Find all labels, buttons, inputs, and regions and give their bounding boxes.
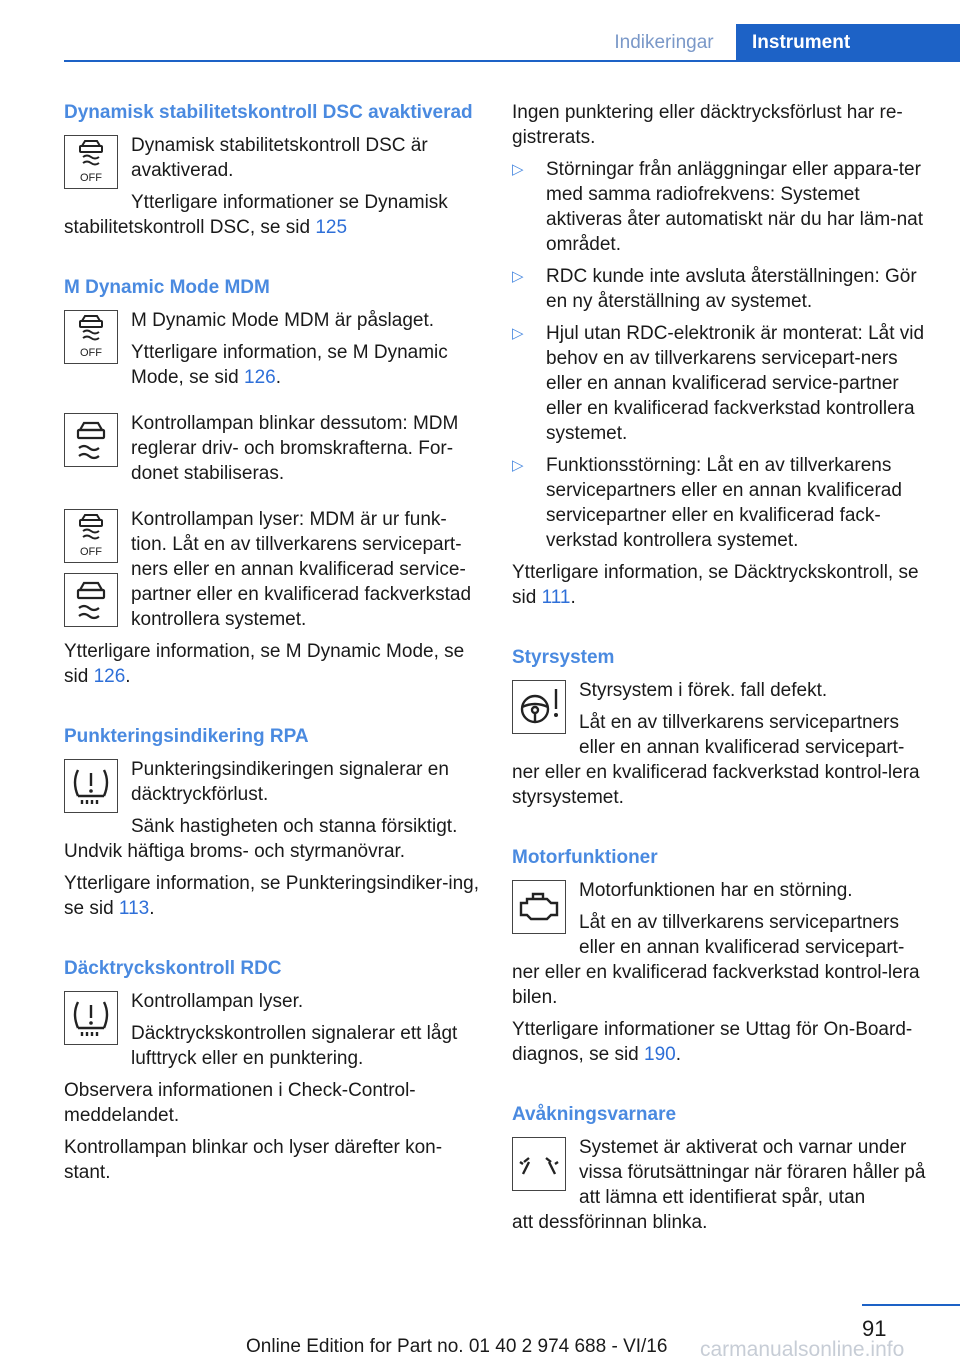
rdc-no-puncture: Ingen punktering eller däcktrycksförlust har re-gistrerats. bbox=[512, 102, 903, 148]
mdm-page-link-2[interactable]: 126 bbox=[93, 666, 126, 687]
rpa-p2: Undvik häftiga broms- och styrmanövrar. bbox=[64, 841, 406, 862]
left-column bbox=[64, 100, 480, 1192]
engine-page-link[interactable]: 190 bbox=[644, 1044, 676, 1065]
mdm-icon-2 bbox=[64, 573, 118, 627]
tire-pressure-icon bbox=[64, 759, 118, 813]
wake-p1a: Systemet är aktiverat och varnar under vissa förutsättningar när föraren håller på att lämna ett identifierat spår, utan bbox=[579, 1137, 926, 1208]
rpa-heading: Punkteringsindikering RPA bbox=[64, 726, 309, 747]
rpa-block bbox=[64, 757, 480, 839]
dsc-block bbox=[64, 133, 480, 191]
rdc-p2: Däcktryckskontrollen signalerar ett lågt lufttryck eller en punktering. bbox=[131, 1023, 458, 1069]
lane-departure-icon bbox=[512, 1137, 566, 1191]
list-item: ▷ Funktionsstörning: Låt en av tillverkarens servicepartners eller en annan kvalificerad servicepartner eller en kvalificerad fack-verkstad kontrollera systemet. bbox=[512, 455, 902, 551]
mdm-block-1 bbox=[64, 308, 480, 390]
mdm-p5-text: Ytterligare information, se M Dynamic Mode, se sid bbox=[64, 641, 465, 687]
mdm-block-3 bbox=[64, 507, 480, 632]
mdm-p3: Kontrollampan blinkar dessutom: MDM reglerar driv- och bromskrafterna. For-donet stabiliseras. bbox=[131, 413, 459, 484]
rpa-p1: Punkteringsindikeringen signalerar en däcktryckförlust. bbox=[131, 759, 449, 805]
dsc-page-link[interactable]: 125 bbox=[315, 217, 348, 238]
footer-edition: Online Edition for Part no. 01 40 2 974 688 - VI/16 bbox=[246, 1336, 668, 1357]
dsc-p1: Dynamisk stabilitetskontroll DSC är avaktiverad. bbox=[131, 135, 428, 181]
mdm-p4: Kontrollampan lyser: MDM är ur funk-tion. Låt en av tillverkarens servicepart-ners eller en annan kvalificerad service-partner eller en kvalificerad fackverkstad kontrollera systemet. bbox=[131, 509, 472, 630]
rdc-heading: Däcktryckskontroll RDC bbox=[64, 958, 282, 979]
mdm-off-icon-2 bbox=[64, 509, 118, 563]
steer-p2a: Låt en av tillverkarens servicepartners eller en annan kvalificerad servicepart- bbox=[579, 712, 905, 758]
header-tab-instrument[interactable]: Instrument bbox=[736, 24, 960, 62]
list-item: ▷ RDC kunde inte avsluta återställningen: Gör en ny återställning av systemet. bbox=[512, 266, 917, 312]
rdc-p4: Kontrollampan blinkar och lyser därefter kon-stant. bbox=[64, 1137, 443, 1183]
svg-text:OFF: OFF bbox=[80, 546, 102, 558]
engine-p3-text: Ytterligare informationer se Uttag för On-Board-diagnos, se sid bbox=[512, 1019, 913, 1065]
engine-p1: Motorfunktionen har en störning. bbox=[579, 880, 853, 901]
engine-p3: Ytterligare informationer se Uttag för On-Board-diagnos, se sid 190. bbox=[512, 1019, 913, 1065]
mdm-icon bbox=[64, 413, 118, 467]
rpa-p3: Ytterligare information, se Punkteringsindiker-ing, se sid 113. bbox=[64, 873, 480, 919]
rdc-page-link[interactable]: 111 bbox=[541, 587, 571, 608]
dsc-heading: Dynamisk stabilitetskontroll DSC avaktiverad bbox=[64, 102, 473, 123]
list-item: ▷ Störningar från anläggningar eller appara-ter med samma radiofrekvens: Systemet aktiveras åter automatiskt när du har läm-nat området. bbox=[512, 159, 924, 255]
dsc-p2-text: Ytterligare informationer se Dynamisk stabilitetskontroll DSC, se sid bbox=[64, 192, 448, 238]
mdm-p1: M Dynamic Mode MDM är påslaget. bbox=[131, 310, 435, 331]
engine-p2a: Låt en av tillverkarens servicepartners eller en annan kvalificerad servicepart- bbox=[579, 912, 905, 958]
rpa-p3-text: Ytterligare information, se Punkteringsindiker-ing, se sid bbox=[64, 873, 480, 919]
mdm-p5: Ytterligare information, se M Dynamic Mode, se sid 126. bbox=[64, 641, 465, 687]
dsc-off-icon bbox=[64, 135, 118, 189]
wake-block bbox=[512, 1135, 928, 1210]
rpa-page-link[interactable]: 113 bbox=[118, 898, 150, 919]
tire-pressure-icon-2 bbox=[64, 991, 118, 1045]
footer-rule bbox=[862, 1304, 960, 1306]
steering-icon bbox=[512, 680, 566, 734]
bullet-arrow-icon: ▷ bbox=[512, 161, 524, 178]
wake-heading: Avåkningsvarnare bbox=[512, 1104, 677, 1125]
mdm-off-icon bbox=[64, 310, 118, 364]
rdc-more-text: Ytterligare information, se Däcktryckskontroll, se sid bbox=[512, 562, 919, 608]
list-item: ▷ Hjul utan RDC-elektronik är monterat: Låt vid behov en av tillverkarens servicepart-ners eller en annan kvalificerad service-partner eller en kvalificerad fackverkstad kontrollera systemet. bbox=[512, 323, 925, 444]
rpa-p2a: Sänk hastigheten och stanna försiktigt. bbox=[131, 816, 458, 837]
rdc-p1: Kontrollampan lyser. bbox=[131, 991, 304, 1012]
mdm-block-2 bbox=[64, 411, 480, 486]
svg-text:OFF: OFF bbox=[80, 172, 102, 184]
watermark: carmanualsonline.info bbox=[700, 1338, 905, 1361]
page-number: 91 bbox=[862, 1316, 887, 1341]
bullet-arrow-icon: ▷ bbox=[512, 457, 524, 474]
header-tab-indikeringar[interactable]: Indikeringar bbox=[592, 24, 736, 62]
steer-block bbox=[512, 678, 928, 760]
rdc-bullet-list bbox=[512, 157, 928, 553]
steer-heading: Styrsystem bbox=[512, 647, 615, 668]
right-column bbox=[512, 100, 928, 1242]
rdc-block bbox=[64, 989, 480, 1071]
header-rule bbox=[64, 60, 960, 62]
rdc-p3: Observera informationen i Check-Control-meddelandet. bbox=[64, 1080, 416, 1126]
bullet-arrow-icon: ▷ bbox=[512, 325, 524, 342]
mdm-p2-text: Ytterligare information, se M Dynamic Mode, se sid bbox=[131, 342, 448, 388]
engine-p2: ner eller en kvalificerad fackverkstad kontrol-lera bilen. bbox=[512, 962, 920, 1008]
mdm-page-link-1[interactable]: 126 bbox=[244, 367, 276, 388]
rdc-more: Ytterligare information, se Däcktryckskontroll, se sid 111. bbox=[512, 562, 919, 608]
bullet-arrow-icon: ▷ bbox=[512, 268, 524, 285]
mdm-p2: Ytterligare information, se M Dynamic Mode, se sid 126. bbox=[131, 342, 448, 388]
engine-block bbox=[512, 878, 928, 960]
engine-heading: Motorfunktioner bbox=[512, 847, 658, 868]
engine-icon bbox=[512, 880, 566, 934]
mdm-heading: M Dynamic Mode MDM bbox=[64, 277, 270, 298]
svg-text:OFF: OFF bbox=[80, 347, 102, 359]
dsc-p2 bbox=[64, 190, 480, 240]
wake-p1: att dessförinnan blinka. bbox=[512, 1212, 708, 1233]
steer-p1: Styrsystem i förek. fall defekt. bbox=[579, 680, 828, 701]
steer-p2: ner eller en kvalificerad fackverkstad kontrol-lera styrsystemet. bbox=[512, 762, 920, 808]
